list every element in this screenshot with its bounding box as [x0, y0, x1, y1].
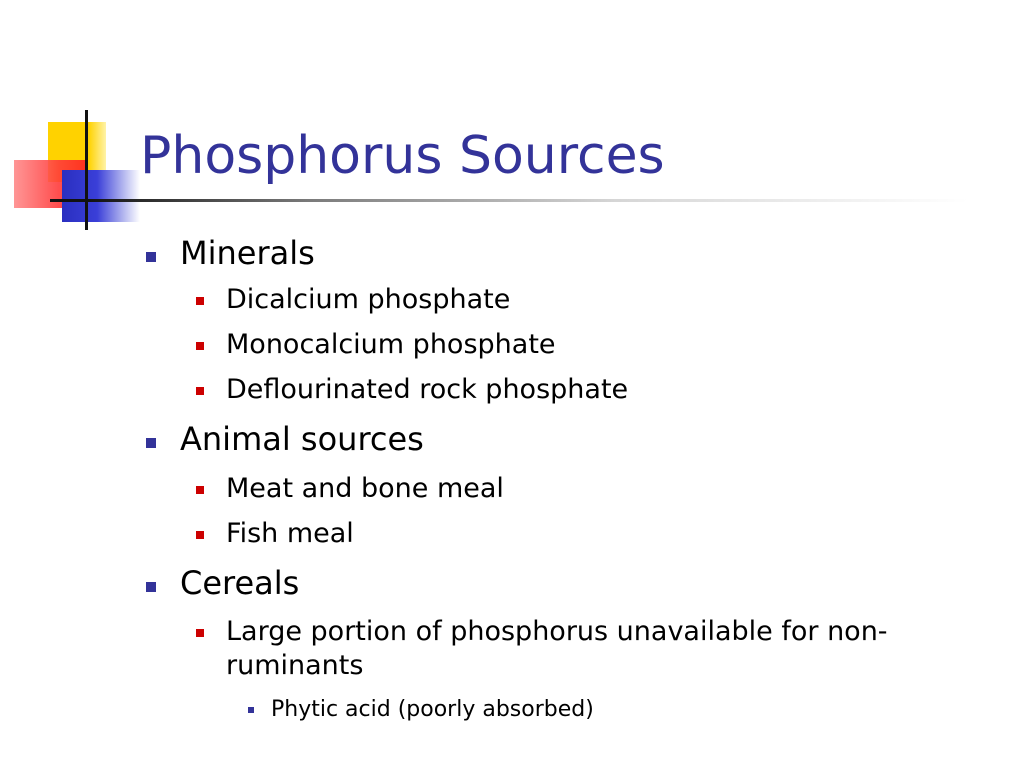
bullet-text-continued: ruminants: [226, 650, 364, 681]
square-bullet-icon: [146, 582, 156, 592]
square-bullet-icon: [146, 252, 156, 262]
bullet-text: Monocalcium phosphate: [226, 329, 556, 360]
decorative-logo: [0, 0, 140, 240]
slide-title: Phosphorus Sources: [140, 126, 665, 186]
bullet-text: Dicalcium phosphate: [226, 284, 511, 315]
square-bullet-icon: [196, 342, 204, 350]
bullet-text: Fish meal: [226, 518, 354, 549]
square-bullet-icon: [146, 438, 156, 448]
bullet-text: Large portion of phosphorus unavailable for non-: [226, 616, 888, 647]
bullet-text: Phytic acid (poorly absorbed): [271, 697, 594, 722]
title-underline: [88, 199, 968, 202]
square-bullet-icon: [248, 707, 254, 713]
square-bullet-icon: [196, 531, 204, 539]
square-bullet-icon: [196, 297, 204, 305]
bullet-text: Cereals: [180, 564, 300, 602]
bullet-text: Deflourinated rock phosphate: [226, 374, 629, 405]
blue-square: [62, 170, 140, 222]
logo-vertical-line: [85, 110, 88, 230]
bullet-text: Animal sources: [180, 420, 424, 458]
square-bullet-icon: [196, 387, 204, 395]
square-bullet-icon: [196, 486, 204, 494]
bullet-text: Meat and bone meal: [226, 473, 504, 504]
square-bullet-icon: [196, 629, 204, 637]
bullet-text: Minerals: [180, 234, 315, 272]
